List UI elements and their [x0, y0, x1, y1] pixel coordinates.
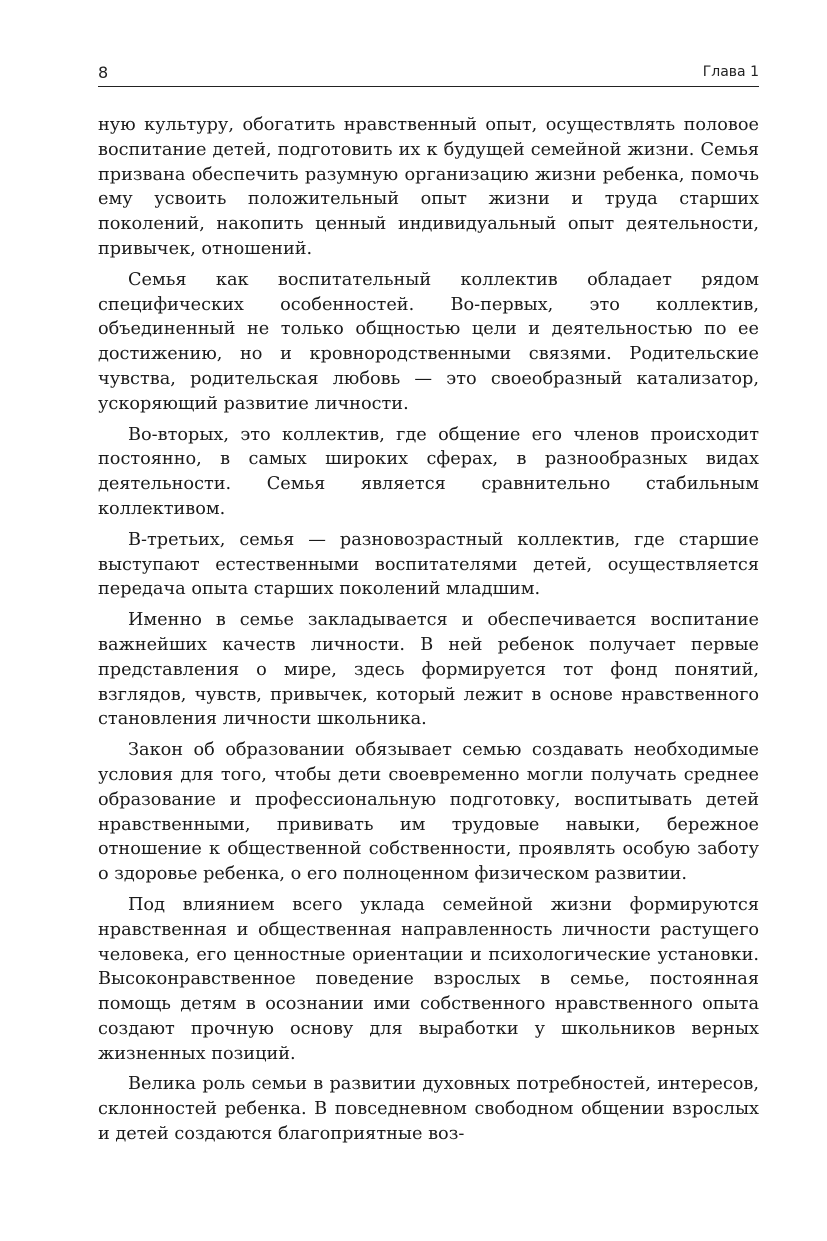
running-header: [98, 58, 759, 87]
paragraph-personality-qualities: Именно в семье закладывается и обеспечивается воспитание важнейших качеств личности. В ней ребенок получает первые представления о мире, здесь формируется тот фонд понятий, взглядов, чувств, привычек, который лежит в основе нравственного становления личности школьника.: [98, 610, 759, 730]
paragraph-family-influence: Под влиянием всего уклада семейной жизни формируются нравственная и общественная направленность личности растущего человека, его ценностные ориентации и психологические установки. Высоконравственное поведение взрослых в семье, постоянная помощь детям в осознании ими собственного нравственного опыта создают прочную основу для выработки у школьников верных жизненных позиций.: [98, 894, 759, 1064]
paragraph-family-collective: Семья как воспитательный коллектив обладает рядом специфических особенностей. Во-первых, это коллектив, объединенный не только общностью цели и деятельностью по ее достижению, но и кровнородственными связями. Родительские чувства, родительская любовь — это своеобразный катализатор, ускоряющий развитие личности.: [98, 269, 759, 414]
paragraph-second-feature: Во-вторых, это коллектив, где общение его членов происходит постоянно, в самых широких сферах, в разнообразных видах деятельности. Семья является сравнительно стабильным коллективом.: [98, 424, 759, 519]
page-number: 8: [98, 63, 109, 82]
book-page: [98, 58, 759, 1153]
paragraph-third-feature: В-третьих, семья — разновозрастный коллектив, где старшие выступают естественными воспитателями детей, осуществляется передача опыта старших поколений младшим.: [98, 529, 759, 600]
paragraph-continued: ную культуру, обогатить нравственный опыт, осуществлять половое воспитание детей, подготовить их к будущей семейной жизни. Семья призвана обеспечить разумную организацию жизни ребенка, помочь ему усвоить положительный опыт жизни и труда старших поколений, накопить ценный индивидуальный опыт деятельности, привычек, отношений.: [98, 115, 759, 259]
chapter-label: Глава 1: [702, 64, 759, 80]
paragraph-education-law: Закон об образовании обязывает семью создавать необходимые условия для того, чтобы дети своевременно могли получать среднее образование и профессиональную подготовку, воспитывать детей нравственными, прививать им трудовые навыки, бережное отношение к общественной собственности, проявлять особую заботу о здоровье ребенка, о его полноценном физическом развитии.: [98, 740, 759, 885]
paragraph-spiritual-needs: Велика роль семьи в развитии духовных потребностей, интересов, склонностей ребенка. В повседневном свободном общении взрослых и детей создаются благоприятные воз-: [98, 1074, 759, 1145]
body-text: [98, 113, 759, 1147]
